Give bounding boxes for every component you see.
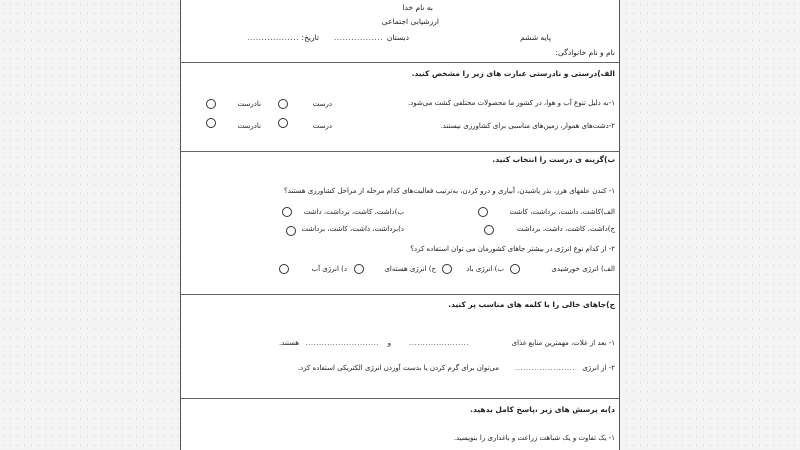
section-b-question-1: ۱- کندن علفهای هرز، بذر پاشیدن، آبیاری و درو کردن، به‌ترتیب فعالیت‌های کدام مرحله از مراحل کشاورزی هستند؟ — [284, 187, 615, 195]
q2-option-c-radio[interactable] — [354, 264, 364, 274]
section-d-title: د)به پرسش های زیر ،پاسخ کامل بدهید. — [470, 405, 615, 414]
q1-option-b-radio[interactable] — [282, 207, 292, 217]
q2-false-radio[interactable] — [206, 118, 216, 128]
bismillah-text: به نام خدا — [402, 3, 433, 12]
divider — [181, 62, 619, 63]
q1-option-d: د)برداشت، داشت، کاشت، برداشت — [301, 225, 404, 233]
section-c-question-1-part-3: هستند. — [278, 339, 299, 347]
divider — [181, 294, 619, 295]
section-c-question-2-part-2: می‌توان برای گرم کردن یا بدست آوردن انرژی الکتریکی استفاده کرد. — [297, 364, 499, 372]
true-label: درست — [312, 122, 332, 130]
q2-option-b-radio[interactable] — [442, 264, 452, 274]
q2-option-c: ج) انرژی هسته‌ای — [384, 265, 436, 273]
q2-option-a-radio[interactable] — [510, 264, 520, 274]
true-label: درست — [312, 100, 332, 108]
section-c-blank-2[interactable]: ........................... — [305, 339, 379, 347]
q2-true-radio[interactable] — [278, 118, 288, 128]
q2-option-a: الف) انرژی خورشیدی — [551, 265, 615, 273]
section-d-question-1: ۱- یک تفاوت و یک شباهت زراعت و باغداری را بنویسید. — [453, 434, 615, 442]
section-c-title: ج)جاهای خالی را با کلمه های مناسب پر کنید. — [448, 300, 615, 309]
q2-option-d: د) انرژی آب — [311, 265, 347, 273]
q2-option-b: ب) انرژی باد — [466, 265, 504, 273]
section-a-question-2: ۲-دشت‌های هموار، زمین‌های مناسبی برای کشاورزی نیستند. — [440, 122, 615, 130]
date-label: تاریخ: — [301, 33, 319, 42]
q1-false-radio[interactable] — [206, 99, 216, 109]
q1-option-a-radio[interactable] — [478, 207, 488, 217]
subject-title: ارزشیابی اجتماعی — [381, 17, 439, 26]
q1-option-c: ج)داشت، کاشت، داشت، برداشت — [516, 225, 615, 233]
section-c-blank-3[interactable]: ...................... — [515, 364, 575, 372]
divider — [181, 398, 619, 399]
school-label: دبستان — [386, 33, 409, 42]
divider — [181, 151, 619, 152]
section-a-question-1: ۱-به دلیل تنوع آب و هوا، در کشور ما محصولات مختلفی کشت می‌شود. — [407, 99, 615, 107]
q1-option-c-radio[interactable] — [484, 225, 494, 235]
section-c-question-1-part-1: ۱- بعد از غلات، مهمترین منابع غذای — [511, 339, 615, 347]
school-blank[interactable]: ................. — [333, 33, 383, 42]
false-label: نادرست — [237, 100, 261, 108]
section-a-title: الف)درستی و نادرستی عبارت های زیر را مشخص کنید. — [411, 69, 615, 78]
q1-option-d-radio[interactable] — [286, 226, 296, 236]
q1-option-a: الف)کاشت، داشت، برداشت، کاشت — [509, 208, 615, 216]
false-label: نادرست — [237, 122, 261, 130]
section-b-title: ب)گزینه ی درست را انتخاب کنید. — [492, 155, 615, 164]
grade-label: پایه ششم — [520, 33, 551, 42]
exam-sheet — [180, 0, 620, 450]
section-c-question-2-part-1: ۲- از انرژی — [582, 364, 615, 372]
section-c-blank-1[interactable]: ...................... — [409, 339, 469, 347]
q1-true-radio[interactable] — [278, 99, 288, 109]
q1-option-b: ب)داشت، کاشت، برداشت، داشت — [303, 208, 404, 216]
student-name-label: نام و نام خانوادگی: — [555, 48, 615, 57]
date-blank[interactable]: .................. — [247, 33, 299, 42]
section-c-question-1-part-2: و — [387, 339, 391, 347]
section-b-question-2: ۲- از کدام نوع انرژی در بیشتر جاهای کشورمان می توان استفاده کرد؟ — [410, 245, 615, 253]
q2-option-d-radio[interactable] — [279, 264, 289, 274]
